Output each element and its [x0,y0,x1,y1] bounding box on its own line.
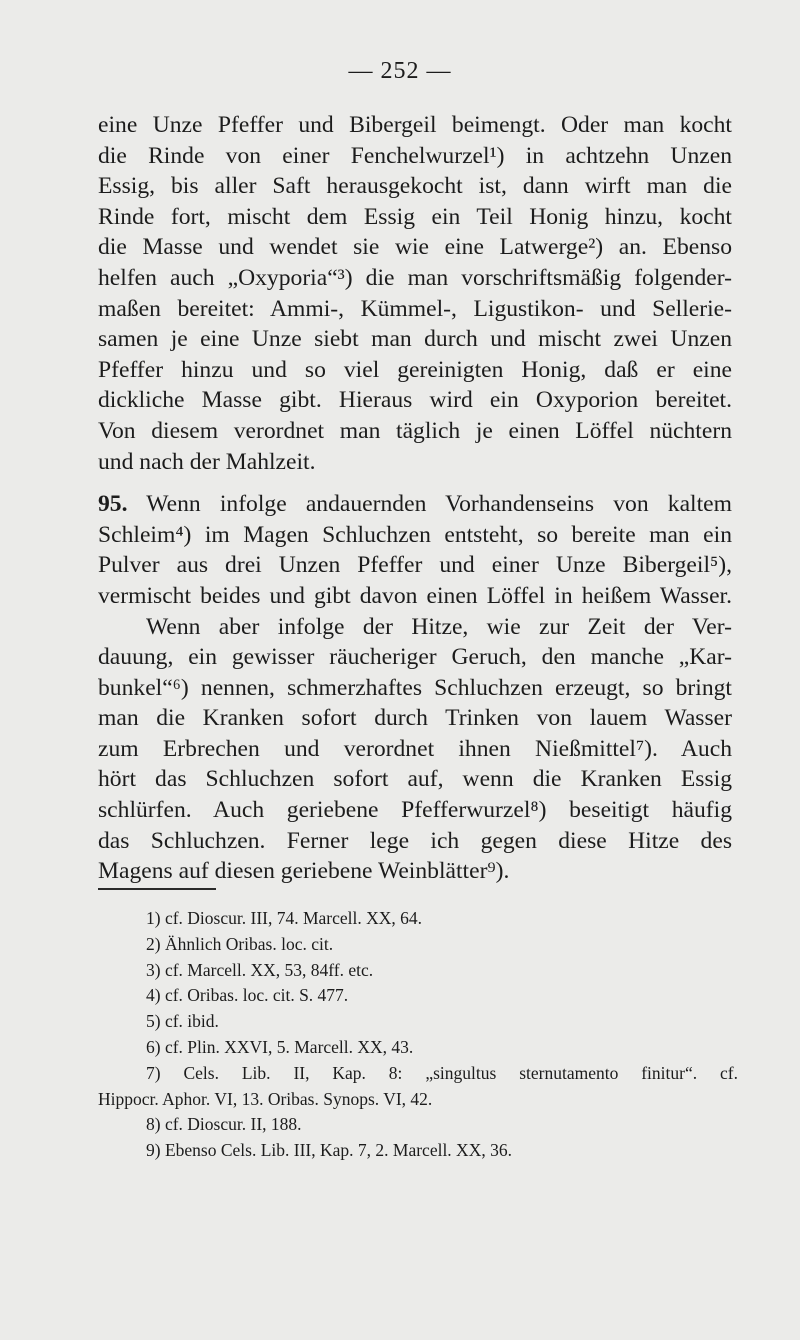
text-line: dauung, ein gewisser räucheriger Geruch, den manche „Kar- [98,644,732,671]
text-line: bunkel“⁶) nennen, schmerzhaftes Schluchzen erzeugt, so bringt [98,674,732,701]
text-line: zum Erbrechen und verordnet ihnen Nießmittel⁷). Auch [98,735,732,762]
text-line: man die Kranken sofort durch Trinken von lauem Wasser [98,705,732,732]
text-line: das Schluchzen. Ferner lege ich gegen diese Hitze des [98,827,732,854]
text-line: und nach der Mahlzeit. [98,448,316,475]
text-line: Magens auf diesen geriebene Weinblätter⁹). [98,858,510,885]
footnote: 2) Ähnlich Oribas. loc. cit. [146,933,334,954]
text-line: die Masse und wendet sie wie eine Latwerge²) an. Ebenso [98,234,732,261]
text-line: hört das Schluchzen sofort auf, wenn die Kranken Essig [98,766,732,793]
footnote-divider [98,888,216,890]
footnote: 9) Ebenso Cels. Lib. III, Kap. 7, 2. Marcell. XX, 36. [146,1140,512,1161]
text-line: schlürfen. Auch geriebene Pfefferwurzel⁸) beseitigt häufig [98,797,732,824]
text-line: die Rinde von einer Fenchelwurzel¹) in achtzehn Unzen [98,142,732,169]
text-line: Pulver aus drei Unzen Pfeffer und einer Unze Bibergeil⁵), [98,552,732,579]
footnote: 1) cf. Dioscur. III, 74. Marcell. XX, 64. [146,908,423,928]
text-line: Wenn infolge andauernden Vorhandenseins von kaltem [127,491,732,518]
footnote-continuation: Hippocr. Aphor. VI, 13. Oribas. Synops. VI, 42. [98,1088,433,1109]
footnotes [98,906,738,1164]
page-number: — 252 — [348,58,452,84]
text-line: Rinde fort, mischt dem Essig ein Teil Honig hinzu, kocht [98,203,732,230]
footnote: 3) cf. Marcell. XX, 53, 84ff. etc. [146,959,374,980]
text-line: vermischt beides und gibt davon einen Löffel in heißem Wasser. [98,582,732,609]
main-text [98,110,732,887]
footnote: 8) cf. Dioscur. II, 188. [146,1114,302,1135]
text-line: Pfeffer hinzu und so viel gereinigten Honig, daß er eine [98,356,732,383]
section-95-first-line [98,489,732,520]
section-number: 95. [98,491,128,518]
text-line: dickliche Masse gibt. Hieraus wird ein Oxyporion bereitet. [98,387,732,414]
text-line: eine Unze Pfeffer und Bibergeil beimengt. Oder man kocht [98,112,732,138]
footnote: 4) cf. Oribas. loc. cit. S. 477. [146,985,349,1006]
text-line: Schleim⁴) im Magen Schluchzen entsteht, so bereite man ein [98,521,732,548]
footnote: 7) Cels. Lib. II, Kap. 8: „singultus sternutamento finitur“. cf. [146,1062,738,1083]
text-line: Essig, bis aller Saft herausgekocht ist, dann wirft man die [98,173,732,200]
text-line: maßen bereitet: Ammi-, Kümmel-, Ligustikon- und Sellerie- [98,295,732,322]
footnote: 6) cf. Plin. XXVI, 5. Marcell. XX, 43. [146,1036,414,1057]
text-line: Wenn aber infolge der Hitze, wie zur Zeit der Ver- [146,613,732,640]
text-line: Von diesem verordnet man täglich je einen Löffel nüchtern [98,417,732,444]
text-line: samen je eine Unze siebt man durch und mischt zwei Unzen [98,326,732,353]
text-line: helfen auch „Oxyporia“³) die man vorschriftsmäßig folgender- [98,264,732,291]
footnote: 5) cf. ibid. [146,1011,219,1032]
